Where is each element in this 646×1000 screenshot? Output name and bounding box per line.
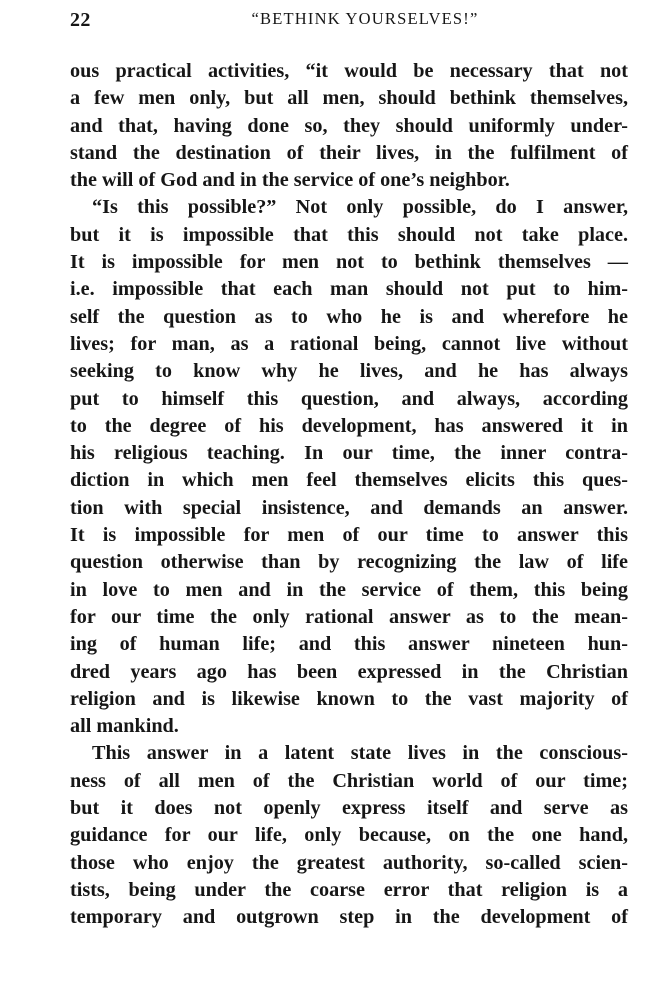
text-line: to the degree of his development, has answered it in [70, 414, 628, 437]
text-line: tion with special insistence, and demands an answer. [70, 496, 628, 519]
text-line: “Is this possible?” Not only possible, do I answer, [92, 196, 628, 219]
text-line: diction in which men feel themselves elicits this ques- [70, 469, 628, 492]
running-title: “BETHINK YOURSELVES!” [251, 9, 479, 28]
body-text [70, 58, 628, 932]
text-line: lives; for man, as a rational being, cannot live without [70, 332, 628, 355]
text-line: question otherwise than by recognizing the law of life [70, 551, 628, 574]
text-line: for our time the only rational answer as to the mean- [70, 605, 628, 628]
text-line: the will of God and in the service of one’s neighbor. [70, 169, 510, 192]
paragraph [70, 58, 628, 194]
text-line: It is impossible for men of our time to answer this [70, 524, 628, 547]
text-line: a few men only, but all men, should bethink themselves, [70, 87, 628, 110]
text-line: ness of all men of the Christian world of our time; [70, 769, 628, 792]
text-line: ing of human life; and this answer nineteen hun- [70, 633, 628, 656]
text-line: seeking to know why he lives, and he has always [70, 360, 628, 383]
paragraph [70, 740, 628, 931]
page-number: 22 [70, 9, 91, 31]
text-line: tists, being under the coarse error that religion is a [70, 878, 628, 901]
text-line: stand the destination of their lives, in the fulfilment of [70, 141, 628, 164]
text-line: but it does not openly express itself and serve as [70, 797, 628, 820]
text-line: guidance for our life, only because, on the one hand, [70, 824, 628, 847]
text-line: and that, having done so, they should uniformly under- [70, 114, 628, 137]
text-line: religion and is likewise known to the vast majority of [70, 687, 628, 710]
text-line: This answer in a latent state lives in the conscious- [92, 742, 628, 765]
text-line: temporary and outgrown step in the development of [70, 906, 628, 929]
text-line: but it is impossible that this should not take place. [70, 223, 628, 246]
text-line: his religious teaching. In our time, the inner contra- [70, 442, 628, 465]
text-line: put to himself this question, and always, according [70, 387, 628, 410]
paragraph [70, 194, 628, 740]
text-line: It is impossible for men not to bethink themselves — [70, 251, 628, 274]
text-line: all mankind. [70, 715, 179, 738]
text-line: in love to men and in the service of them, this being [70, 578, 628, 601]
text-line: those who enjoy the greatest authority, so-called scien- [70, 851, 628, 874]
text-line: dred years ago has been expressed in the Christian [70, 660, 628, 683]
text-line: ous practical activities, “it would be necessary that not [70, 60, 628, 82]
text-line: i.e. impossible that each man should not put to him- [70, 278, 628, 301]
text-line: self the question as to who he is and wherefore he [70, 305, 628, 328]
page-header [70, 9, 630, 35]
